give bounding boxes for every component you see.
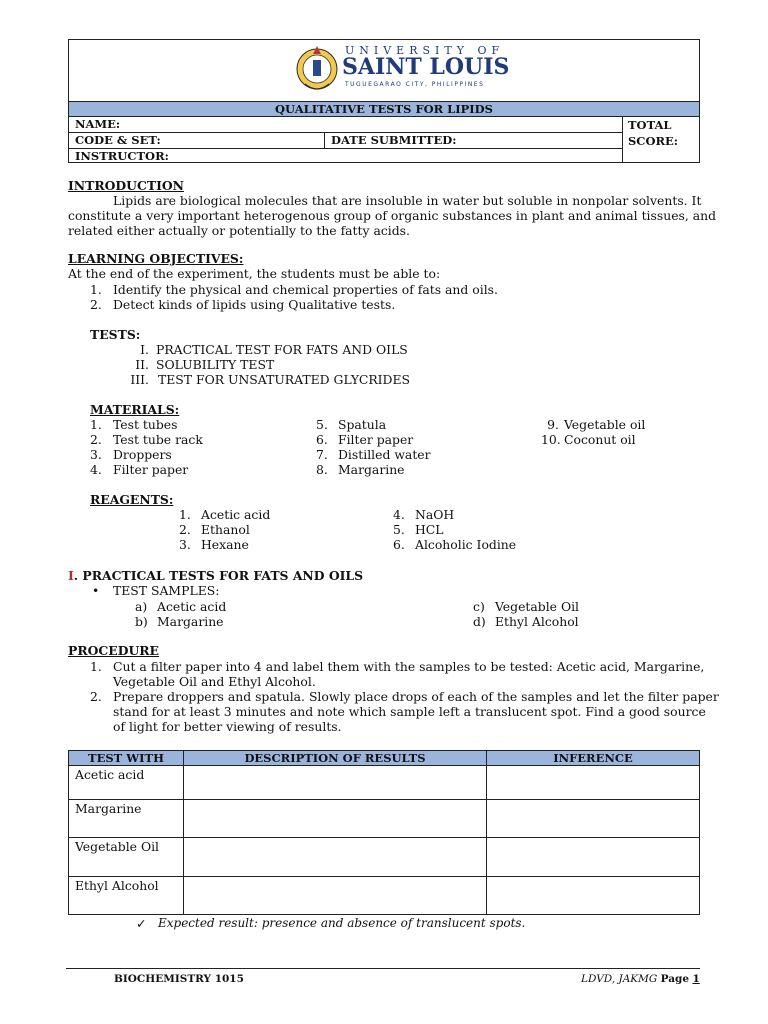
material-text: Filter paper	[113, 462, 189, 477]
procedure-line: Vegetable Oil and Ethyl Alcohol.	[113, 674, 316, 689]
test-samples-label: TEST SAMPLES:	[113, 583, 220, 598]
procedure-line: Prepare droppers and spatula. Slowly place drops of each of the samples and let the filter paper	[113, 689, 719, 704]
logo-university-of: UNIVERSITY OF	[345, 44, 505, 57]
procedure-line: Cut a filter paper into 4 and label them with the samples to be tested: Acetic acid, Margarine,	[113, 659, 705, 674]
expected-result: Expected result: presence and absence of translucent spots.	[158, 916, 526, 930]
reagent-num: 6.	[393, 537, 405, 552]
reagent-num: 2.	[179, 522, 191, 537]
reagent-num: 3.	[179, 537, 191, 552]
material-num: 3.	[90, 447, 102, 462]
procedure-step-num: 1.	[90, 659, 102, 674]
material-text: Coconut oil	[564, 432, 636, 447]
bullet-icon: •	[92, 583, 100, 598]
reagent-text: NaOH	[415, 507, 455, 522]
objective-num: 2.	[90, 297, 102, 312]
row-label: Ethyl Alcohol	[69, 877, 184, 915]
material-num: 9.	[547, 417, 559, 432]
section-heading	[68, 568, 363, 583]
description-cell[interactable]	[184, 766, 487, 800]
instructor-field-label: INSTRUCTOR:	[75, 149, 169, 163]
reagent-text: HCL	[415, 522, 444, 537]
reagents-heading: REAGENTS:	[90, 492, 174, 507]
column-header-test-with: TEST WITH	[69, 751, 184, 766]
material-num: 1.	[90, 417, 102, 432]
test-text: TEST FOR UNSATURATED GLYCRIDES	[158, 372, 411, 387]
column-header-inference: INFERENCE	[487, 751, 700, 766]
material-text: Vegetable oil	[564, 417, 646, 432]
inference-cell[interactable]	[487, 877, 700, 915]
section-roman-numeral: I	[68, 568, 74, 583]
description-cell[interactable]	[184, 877, 487, 915]
procedure-line: of light for better viewing of results.	[113, 719, 342, 734]
footer-page-info	[581, 972, 700, 987]
row-label: Vegetable Oil	[69, 838, 184, 877]
inference-cell[interactable]	[487, 800, 700, 838]
name-field-label: NAME:	[69, 117, 622, 133]
procedure-step-num: 2.	[90, 689, 102, 704]
sample-letter: d)	[473, 614, 486, 629]
intro-line: constitute a very important heterogenous group of organic substances in plant and animal tissues, and	[68, 208, 717, 223]
document-title: QUALITATIVE TESTS FOR LIPIDS	[69, 101, 699, 117]
reagent-text: Hexane	[201, 537, 249, 552]
material-num: 4.	[90, 462, 102, 477]
row-label: Acetic acid	[69, 766, 184, 800]
score-divider	[622, 117, 623, 163]
column-header-description: DESCRIPTION OF RESULTS	[184, 751, 487, 766]
objectives-heading: LEARNING OBJECTIVES:	[68, 251, 244, 266]
materials-heading: MATERIALS:	[90, 402, 180, 417]
sample-text: Vegetable Oil	[495, 599, 580, 614]
objective-num: 1.	[90, 282, 102, 297]
table-row	[69, 766, 700, 800]
material-num: 8.	[316, 462, 328, 477]
material-text: Distilled water	[338, 447, 431, 462]
material-num: 6.	[316, 432, 328, 447]
sample-text: Margarine	[157, 614, 224, 629]
reagent-text: Ethanol	[201, 522, 250, 537]
procedure-line: stand for at least 3 minutes and note which sample left a translucent spot. Find a good source	[113, 704, 706, 719]
tests-heading: TESTS:	[90, 327, 141, 342]
procedure-heading: PROCEDURE	[68, 643, 160, 658]
material-text: Spatula	[338, 417, 387, 432]
material-num: 5.	[316, 417, 328, 432]
university-logo	[69, 40, 699, 100]
reagent-num: 1.	[179, 507, 191, 522]
code-set-field-label: CODE & SET:	[69, 133, 325, 149]
table-row	[69, 877, 700, 915]
section-title: . PRACTICAL TESTS FOR FATS AND OILS	[73, 568, 364, 583]
test-text: PRACTICAL TEST FOR FATS AND OILS	[156, 342, 408, 357]
date-submitted-field-label: DATE SUBMITTED:	[325, 133, 622, 149]
row-label: Margarine	[69, 800, 184, 838]
score-label: SCORE:	[628, 134, 679, 148]
description-cell[interactable]	[184, 800, 487, 838]
test-num: I.	[140, 342, 149, 357]
intro-line: related either actually or potentially to the fatty acids.	[68, 223, 410, 238]
logo-saint-louis: SAINT LOUIS	[342, 54, 510, 80]
test-num: II.	[135, 357, 149, 372]
reagent-num: 5.	[393, 522, 405, 537]
footer-page-label: Page	[660, 973, 690, 985]
objectives-lead: At the end of the experiment, the students must be able to:	[68, 266, 441, 281]
test-text: SOLUBILITY TEST	[156, 357, 275, 372]
reagent-num: 4.	[393, 507, 405, 522]
sample-letter: a)	[135, 599, 148, 614]
footer-page-number: 1	[692, 973, 700, 985]
checkmark-icon: ✓	[136, 916, 147, 931]
total-score-label	[628, 117, 678, 149]
material-text: Test tube rack	[113, 432, 203, 447]
material-num: 7.	[316, 447, 328, 462]
intro-line: Lipids are biological molecules that are insoluble in water but soluble in nonpolar solvents. It	[113, 193, 702, 208]
table-row	[69, 838, 700, 877]
material-num: 2.	[90, 432, 102, 447]
logo-location: TUGUEGARAO CITY, PHILIPPINES	[345, 81, 485, 88]
inference-cell[interactable]	[487, 838, 700, 877]
test-num: III.	[130, 372, 149, 387]
reagent-text: Alcoholic Iodine	[415, 537, 517, 552]
results-table	[68, 750, 700, 915]
header-box	[68, 39, 700, 163]
table-row	[69, 800, 700, 838]
material-text: Test tubes	[113, 417, 178, 432]
material-text: Droppers	[113, 447, 172, 462]
sample-letter: b)	[135, 614, 148, 629]
footer-authors: LDVD, JAKMG	[581, 973, 658, 985]
inference-cell[interactable]	[487, 766, 700, 800]
objective-text: Identify the physical and chemical properties of fats and oils.	[113, 282, 498, 297]
sample-text: Ethyl Alcohol	[495, 614, 579, 629]
description-cell[interactable]	[184, 838, 487, 877]
footer-course: BIOCHEMISTRY 1015	[114, 973, 244, 985]
objective-text: Detect kinds of lipids using Qualitative tests.	[113, 297, 396, 312]
material-num: 10.	[541, 432, 561, 447]
material-text: Filter paper	[338, 432, 414, 447]
sample-letter: c)	[473, 599, 485, 614]
material-text: Margarine	[338, 462, 405, 477]
sample-text: Acetic acid	[157, 599, 227, 614]
reagent-text: Acetic acid	[201, 507, 271, 522]
intro-heading: INTRODUCTION	[68, 178, 184, 193]
total-label: TOTAL	[628, 118, 672, 132]
table-header-row	[69, 751, 700, 766]
footer-divider	[66, 968, 700, 969]
